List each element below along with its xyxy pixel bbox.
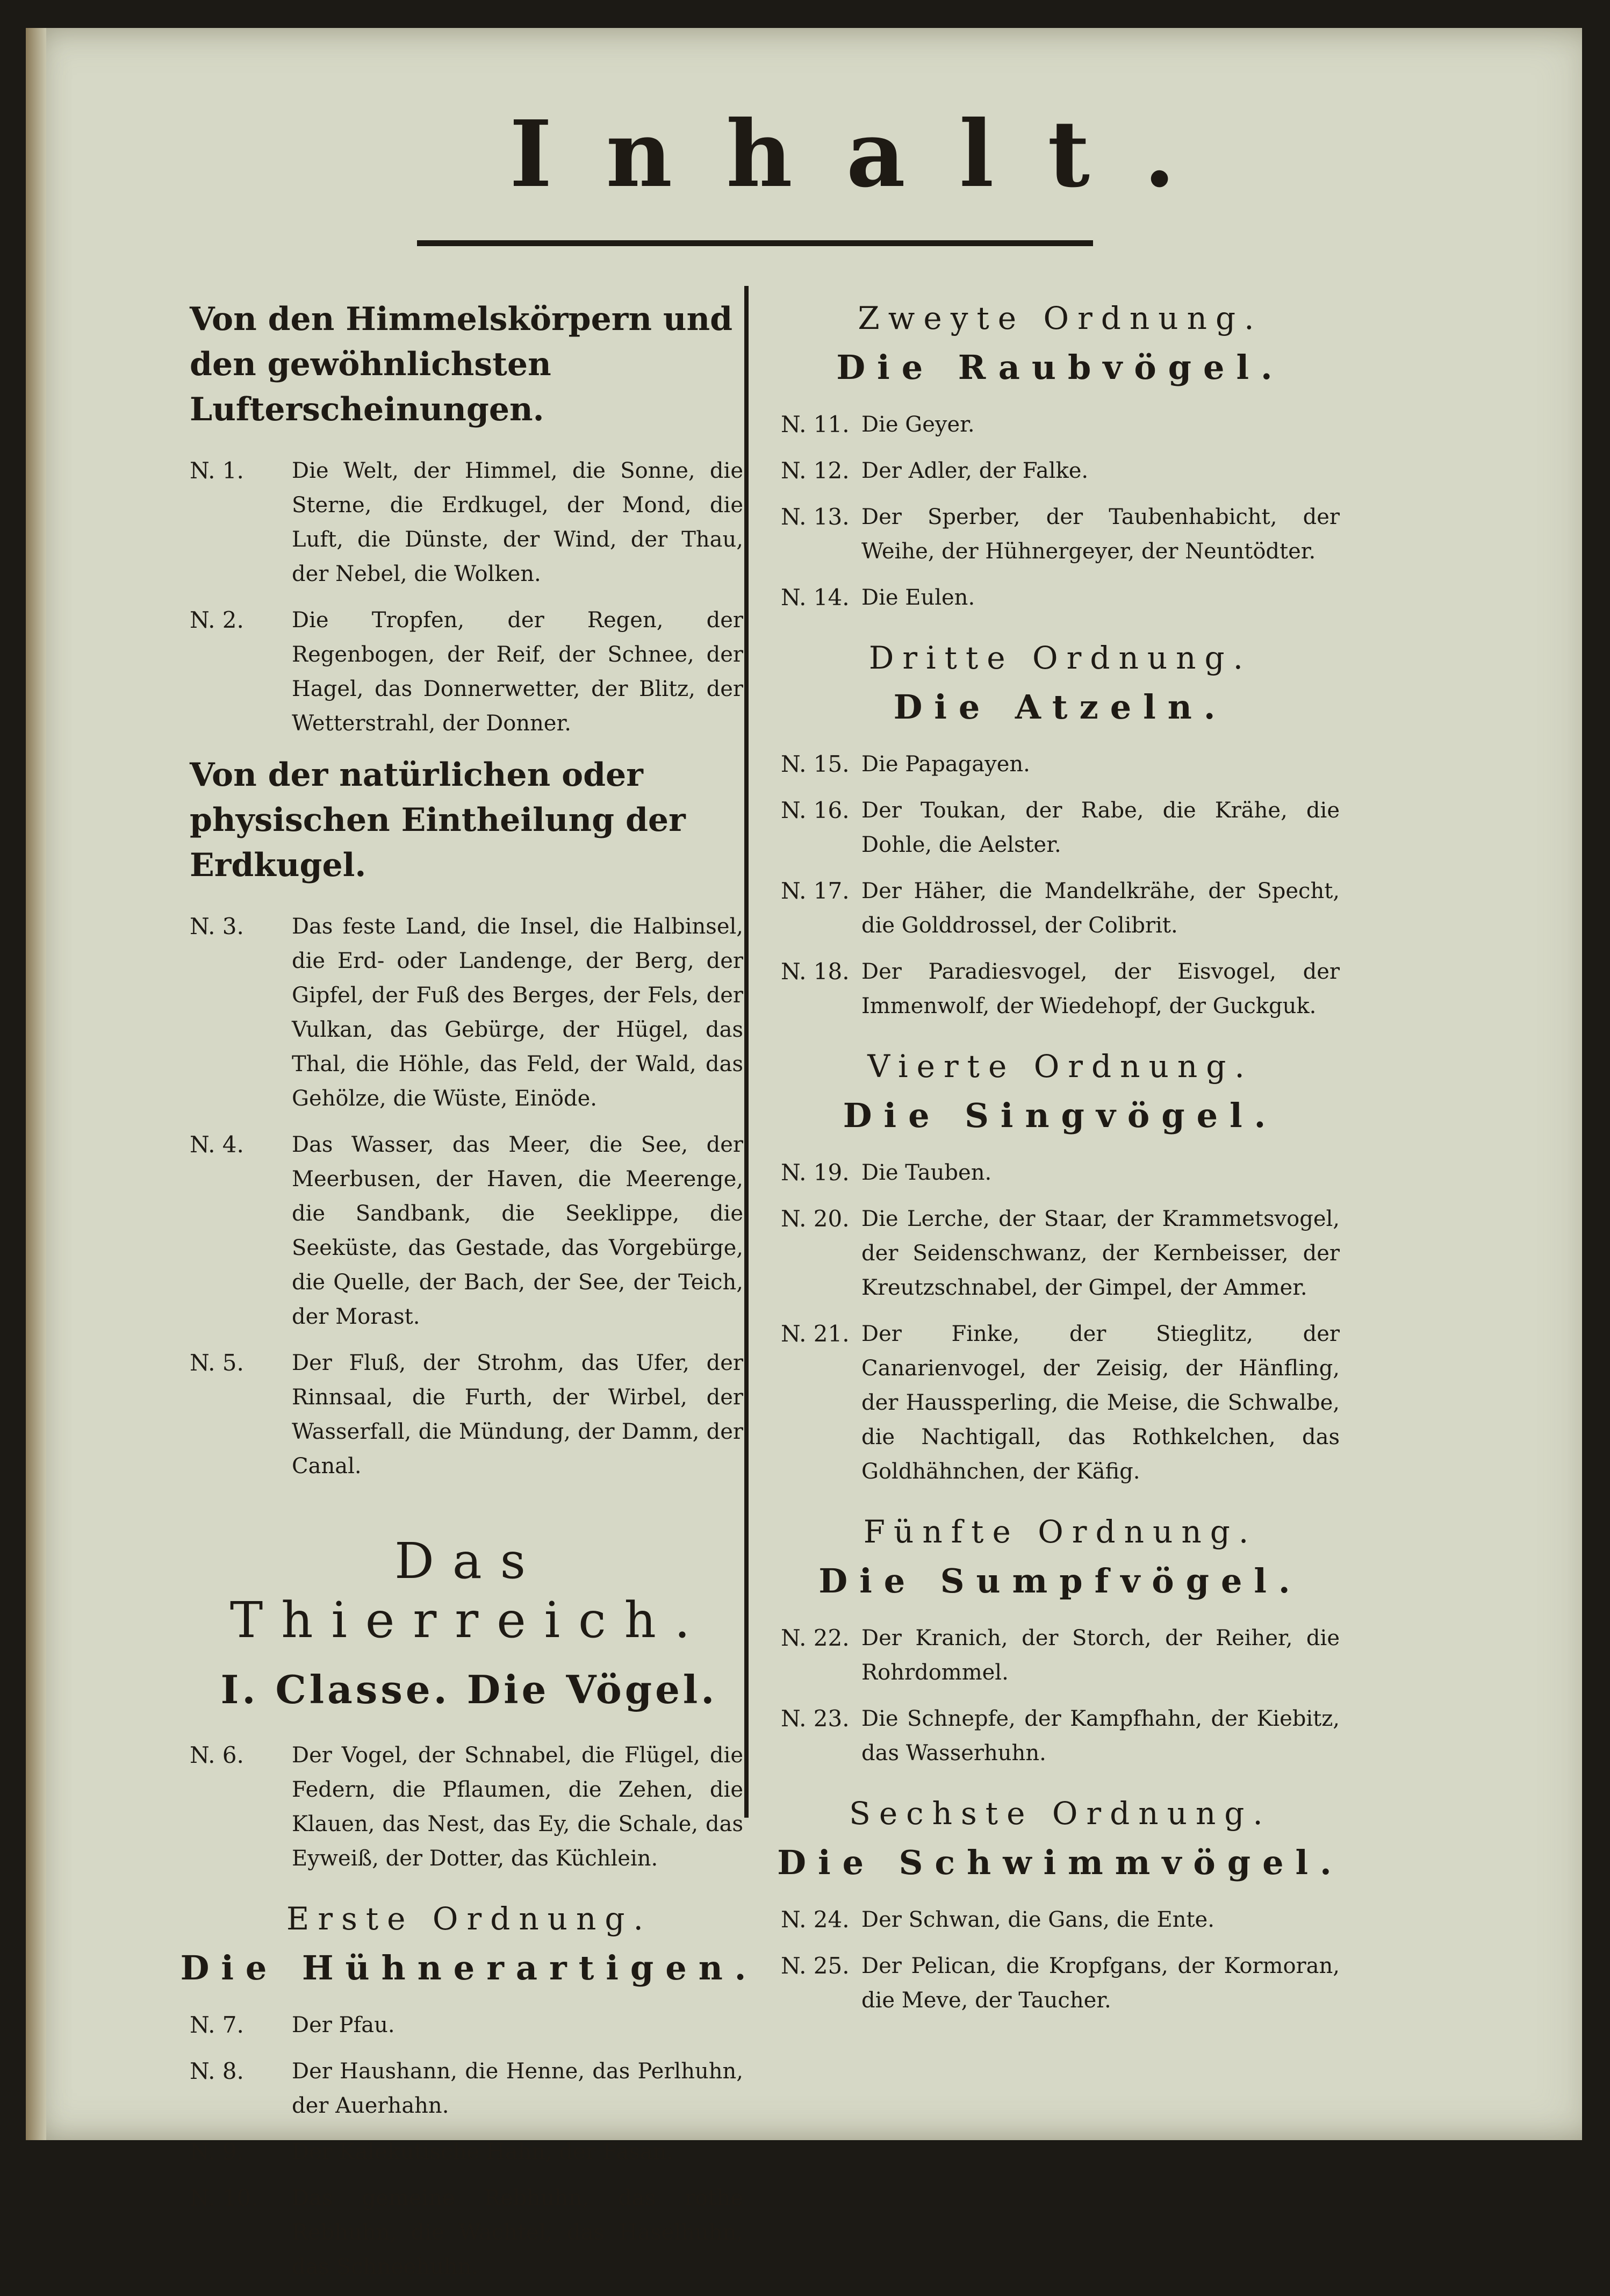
entry-text: Der Kranich, der Storch, der Reiher, die Rohrdommel. [861,1626,1340,1685]
entry-n7 [174,2008,765,2042]
entry-number: N. 9. [190,2139,244,2165]
entry-n11 [759,407,1361,442]
entry-number: N. 24. [781,1906,850,1933]
entry-number: N. 13. [781,504,850,530]
entry-number: N. 25. [781,1953,850,1979]
entry-n1 [174,454,765,591]
left-column [174,297,765,2296]
entry-text: Der Häher, die Mandelkrähe, der Specht, die Golddrossel, der Colibrit. [861,879,1340,938]
entry-number: N. 4. [190,1131,244,1158]
entry-text: Der Haushann, die Henne, das Perlhuhn, der Auerhahn. [292,2059,743,2118]
order-name: Die Singvögel. [843,1096,1278,1135]
entry-n2 [174,603,765,741]
entry-number: N. 5. [190,1350,244,1376]
class-heading: I. Classe. Die Vögel. [220,1667,718,1712]
entry-text: Die Welt, der Himmel, die Sonne, die Sterne, die Erdkugel, der Mond, die Luft, die Dünste, der Wind, der Thau, der Nebel, die Wolken. [292,458,743,586]
entry-n25 [759,1949,1361,2018]
entry-text: Der Toukan, der Rabe, die Krähe, die Dohle, die Aelster. [861,798,1340,857]
entry-n8 [174,2054,765,2123]
order-name: Die Hühnerartigen. [180,1948,758,1988]
entry-text: Der Pelican, die Kropfgans, der Kormoran, die Meve, der Taucher. [861,1954,1340,2013]
entry-n6 [174,1738,765,1876]
entry-number: N. 7. [190,2012,244,2038]
entry-n3 [174,909,765,1116]
entry-text: Der Adler, der Falke. [861,458,1089,483]
entry-n17 [759,874,1361,943]
entry-number: N. 17. [781,878,850,904]
entry-text: Der Vogel, der Schnabel, die Flügel, die Federn, die Pflaumen, die Zehen, die Klauen, das Nest, das Ey, die Schale, das Eyweiß, der Dotter, das Küchlein. [292,1743,743,1871]
entry-n15 [759,747,1361,781]
entry-n21 [759,1317,1361,1489]
entry-text: Der Paradiesvogel, der Eisvogel, der Immenwolf, der Wiedehopf, der Guckguk. [861,959,1340,1018]
entry-n23 [759,1702,1361,1770]
entry-text: Die Tropfen, der Regen, der Regenbogen, der Reif, der Schnee, der Hagel, das Donnerwetter, der Blitz, der Wetterstrahl, der Donner. [292,608,743,736]
entry-text: Der Pfau. [292,2013,395,2037]
entry-number: N. 2. [190,607,244,633]
order-name: Die Atzeln. [893,687,1227,727]
entry-number: N. 14. [781,584,850,611]
entry-text: Der Finke, der Stieglitz, der Canarienvogel, der Zeisig, der Hänfling, der Haussperling, die Meise, die Schwalbe, die Nachtigall, das Rothkelchen, das Goldhähnchen, der Käfig. [861,1322,1340,1484]
entry-text: Das feste Land, die Insel, die Halbinsel, die Erd- oder Landenge, der Berg, der Gipfel, der Fuß des Berges, der Fels, der Vulkan, das Gebürge, der Hügel, das Thal, die Höhle, das Feld, der Wald, das Gehölze, die Wüste, Einöde. [292,914,743,1111]
entry-text: Das gemeine Rebhuhn, das rothe Rebhuhn, die Wachtel, das Haselhuhn, das Schneehuhn. [292,2186,743,2279]
entry-n19 [759,1156,1361,1190]
entry-text: Die Geyer. [861,412,975,437]
entry-number: N. 10. [190,2185,258,2211]
entry-number: N. 1. [190,457,244,484]
section-heading: Von der natürlichen oder physischen Eintheilung der Erdkugel. [190,756,686,884]
entry-n12 [759,454,1361,488]
entry-number: N. 12. [781,457,850,484]
order-heading: Sechste Ordnung. [849,1795,1271,1832]
entry-number: N. 23. [781,1705,850,1732]
page-spine-shadow [26,28,46,2140]
entry-number: N. 6. [190,1742,244,1768]
order-heading: Erste Ordnung. [286,1900,652,1937]
entry-n5 [174,1346,765,1483]
entry-number: N. 8. [190,2058,244,2084]
order-heading: Dritte Ordnung. [868,640,1252,676]
entry-number: N. 21. [781,1321,850,1347]
entry-text: Die Schnepfe, der Kampfhahn, der Kiebitz, das Wasserhuhn. [861,1706,1340,1766]
entry-number: N. 22. [781,1625,850,1651]
entry-n13 [759,500,1361,569]
entry-number: N. 16. [781,797,850,823]
order-name: Die Schwimmvögel. [777,1843,1343,1882]
entry-text: Der Sperber, der Taubenhabicht, der Weihe, der Hühnergeyer, der Neuntödter. [861,505,1340,564]
order-heading: Vierte Ordnung. [867,1048,1253,1085]
entry-number: N. 11. [781,411,850,437]
entry-number: N. 15. [781,751,850,777]
entry-text: Die Lerche, der Staar, der Krammetsvogel, der Seidenschwanz, der Kernbeisser, der Kreutzschnabel, der Gimpel, der Ammer. [861,1207,1340,1300]
kingdom-heading: Das Thierreich. [229,1532,709,1649]
order-heading: Zweyte Ordnung. [858,300,1263,336]
book-page [26,28,1582,2279]
entry-n16 [759,793,1361,862]
entry-text: Die Papagayen. [861,752,1030,777]
entry-number: N. 19. [781,1159,850,1186]
order-name: Die Sumpfvögel. [818,1561,1302,1601]
entry-n14 [759,580,1361,615]
entry-text: Der Kalekutische Hahn, der Fasan. [292,2140,674,2164]
section-heading: Von den Himmelskörpern und den gewöhnlichsten Lufterscheinungen. [190,300,733,428]
order-heading: Fünfte Ordnung. [863,1513,1257,1550]
entry-text: Der Fluß, der Strohm, das Ufer, der Rinnsaal, die Furth, der Wirbel, der Wasserfall, die Mündung, der Damm, der Canal. [292,1351,743,1479]
order-name: Die Raubvögel. [836,348,1284,387]
entry-n18 [759,955,1361,1023]
entry-text: Der Schwan, die Gans, die Ente. [861,1907,1214,1932]
entry-n4 [174,1128,765,1334]
entry-n9 [174,2135,765,2169]
entry-text: Die Tauben. [861,1160,992,1185]
entry-n20 [759,1202,1361,1305]
entry-number: N. 3. [190,913,244,939]
title-rule [417,240,1093,246]
page-title: Inhalt. [509,101,1230,208]
right-column [759,297,1361,2029]
entry-n10 [174,2181,765,2284]
entry-n24 [759,1903,1361,1937]
entry-number: N. 20. [781,1206,850,1232]
entry-n22 [759,1621,1361,1690]
entry-number: N. 18. [781,958,850,985]
entry-text: Das Wasser, das Meer, die See, der Meerbusen, der Haven, die Meerenge, die Sandbank, die Seeklippe, die Seeküste, das Gestade, das Vorgebürge, die Quelle, der Bach, der See, der Teich, der Morast. [292,1132,743,1329]
entry-text: Die Eulen. [861,585,975,610]
